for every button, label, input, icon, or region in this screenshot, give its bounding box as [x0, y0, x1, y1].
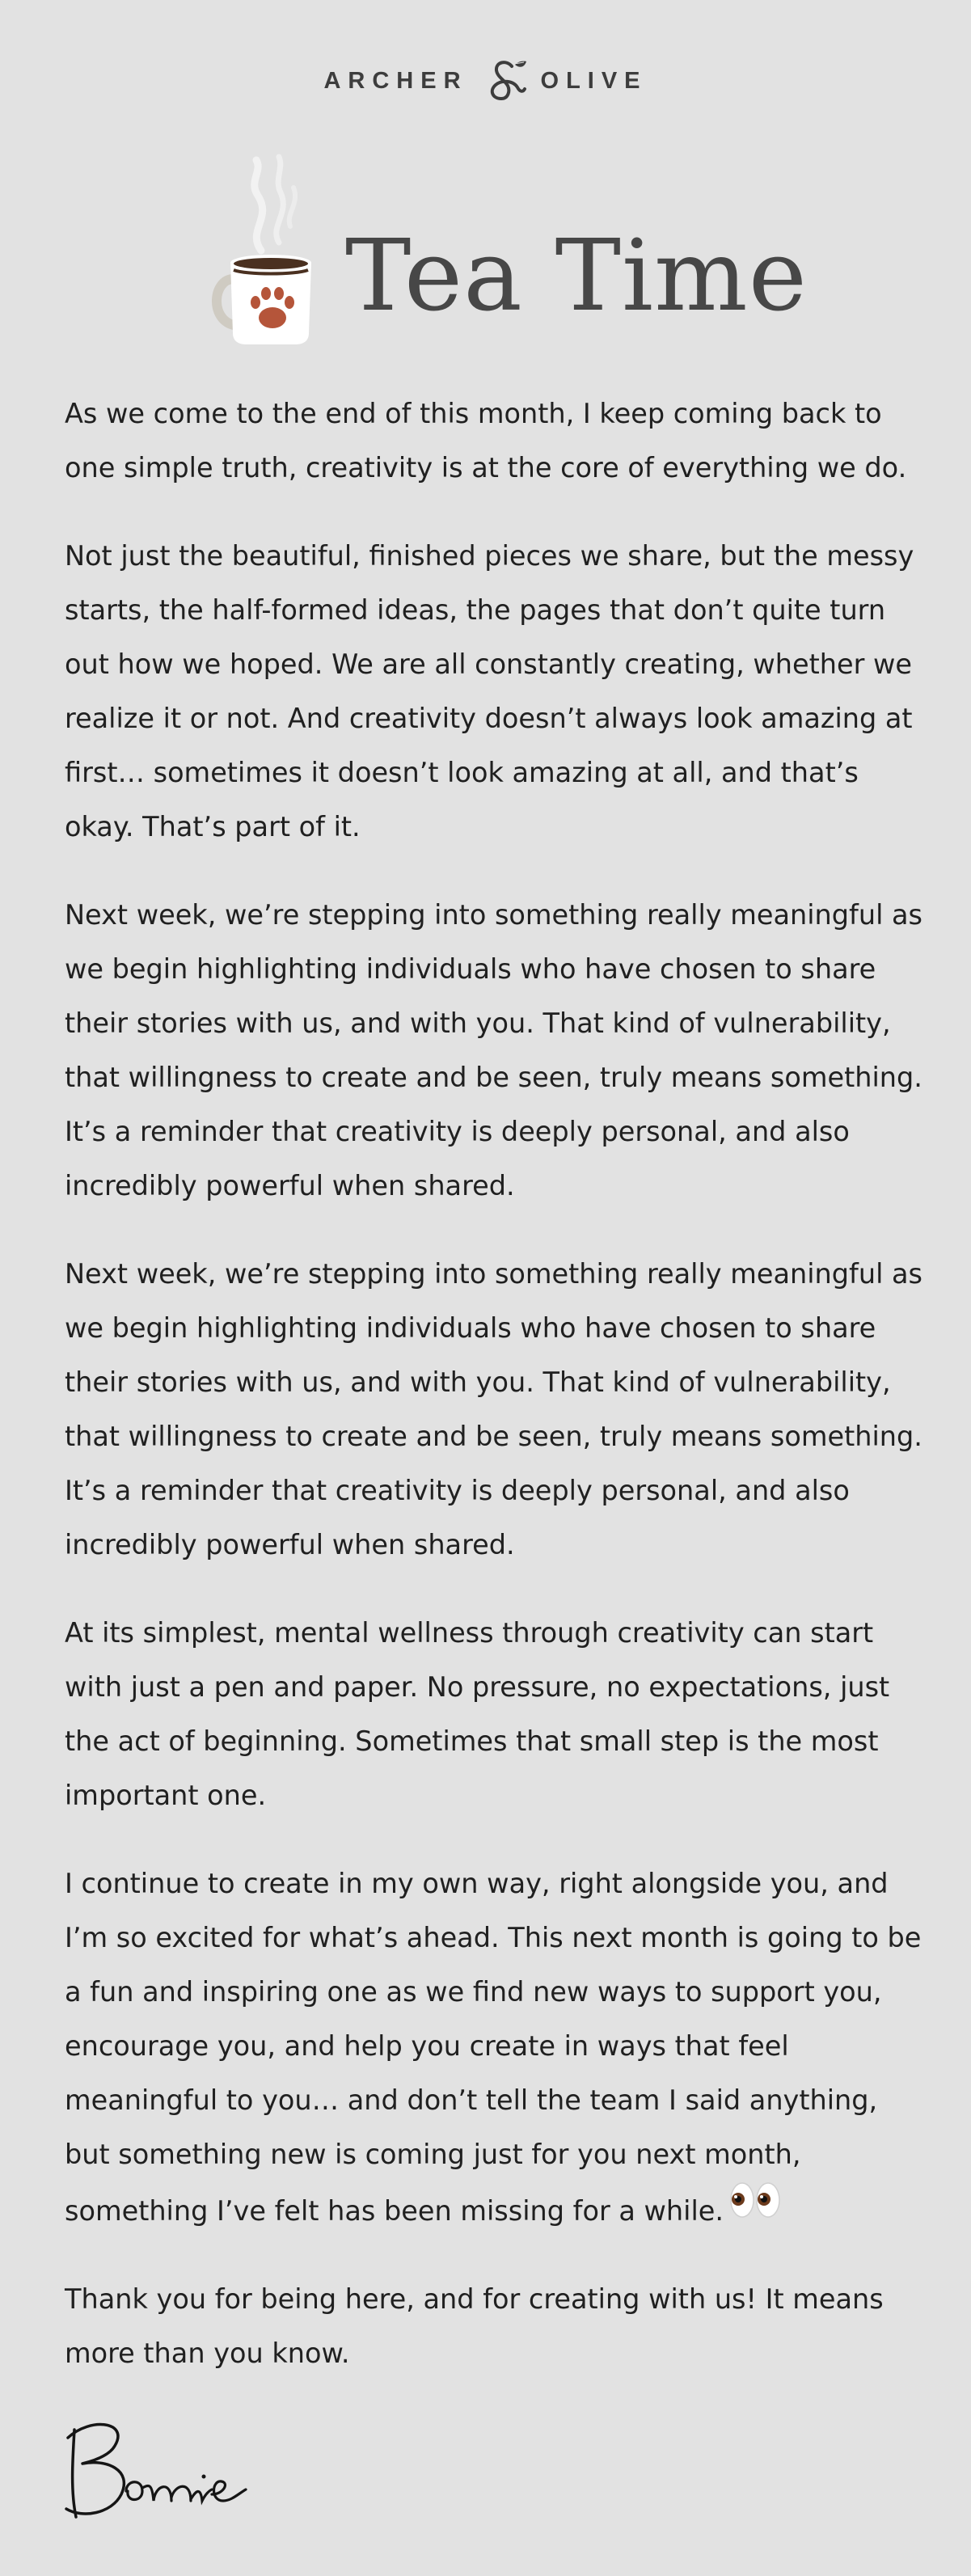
paragraph-6-text: I continue to create in my own way, right alongside you, and I’m so excited for what’s ahead. This next month is going to be a fun and inspiring one as we find new ways to support you, encourage you, and help you create in ways that feel meaningful to you… and don’t tell the team I said anything, but something new is coming just for you next month, something I’ve felt has been missing for a while.: [65, 1868, 922, 2227]
letter-body: [65, 386, 930, 2414]
paragraph-3: Next week, we’re stepping into something really meaningful as we begin highlighting individuals who have chosen to share their stories with us, and with you. That kind of vulnerability, that willingness to create and be seen, truly means something. It’s a reminder that creativity is deeply personal, and also incredibly powerful when shared.: [65, 899, 923, 1201]
page-header: [206, 121, 808, 348]
paragraph-7: Thank you for being here, and for creating with us! It means more than you know.: [65, 2283, 884, 2369]
handwritten-signature: [58, 2413, 301, 2527]
paragraph-5: At its simplest, mental wellness through creativity can start with just a pen and paper. No pressure, no expectations, just the act of beginning. Sometimes that small step is the most important one.: [65, 1617, 890, 1811]
eyes-emoji-icon: [728, 2181, 782, 2219]
paragraph-2: Not just the beautiful, finished pieces we share, but the messy starts, the half-formed ideas, the pages that don’t quite turn out how we hoped. We are all constantly creating, whether we realize it or not. And creativity doesn’t always look amazing at first… sometimes it doesn’t look amazing at all, and that’s okay. That’s part of it.: [65, 540, 914, 842]
brand-logo-left-word: ARCHER: [323, 67, 468, 94]
paragraph-6: [65, 1856, 930, 2238]
brand-logo: [0, 57, 971, 105]
ampersand-leaf-icon: [479, 57, 530, 105]
paragraph-1: As we come to the end of this month, I keep coming back to one simple truth, creativity is at the core of everything we do.: [65, 398, 907, 484]
page-title: Tea Time: [345, 218, 808, 333]
coffee-mug-paw-icon: [206, 129, 327, 348]
paragraph-4: Next week, we’re stepping into something really meaningful as we begin highlighting individuals who have chosen to share their stories with us, and with you. That kind of vulnerability, that willingness to create and be seen, truly means something. It’s a reminder that creativity is deeply personal, and also incredibly powerful when shared.: [65, 1258, 923, 1560]
brand-logo-right-word: OLIVE: [540, 67, 648, 94]
